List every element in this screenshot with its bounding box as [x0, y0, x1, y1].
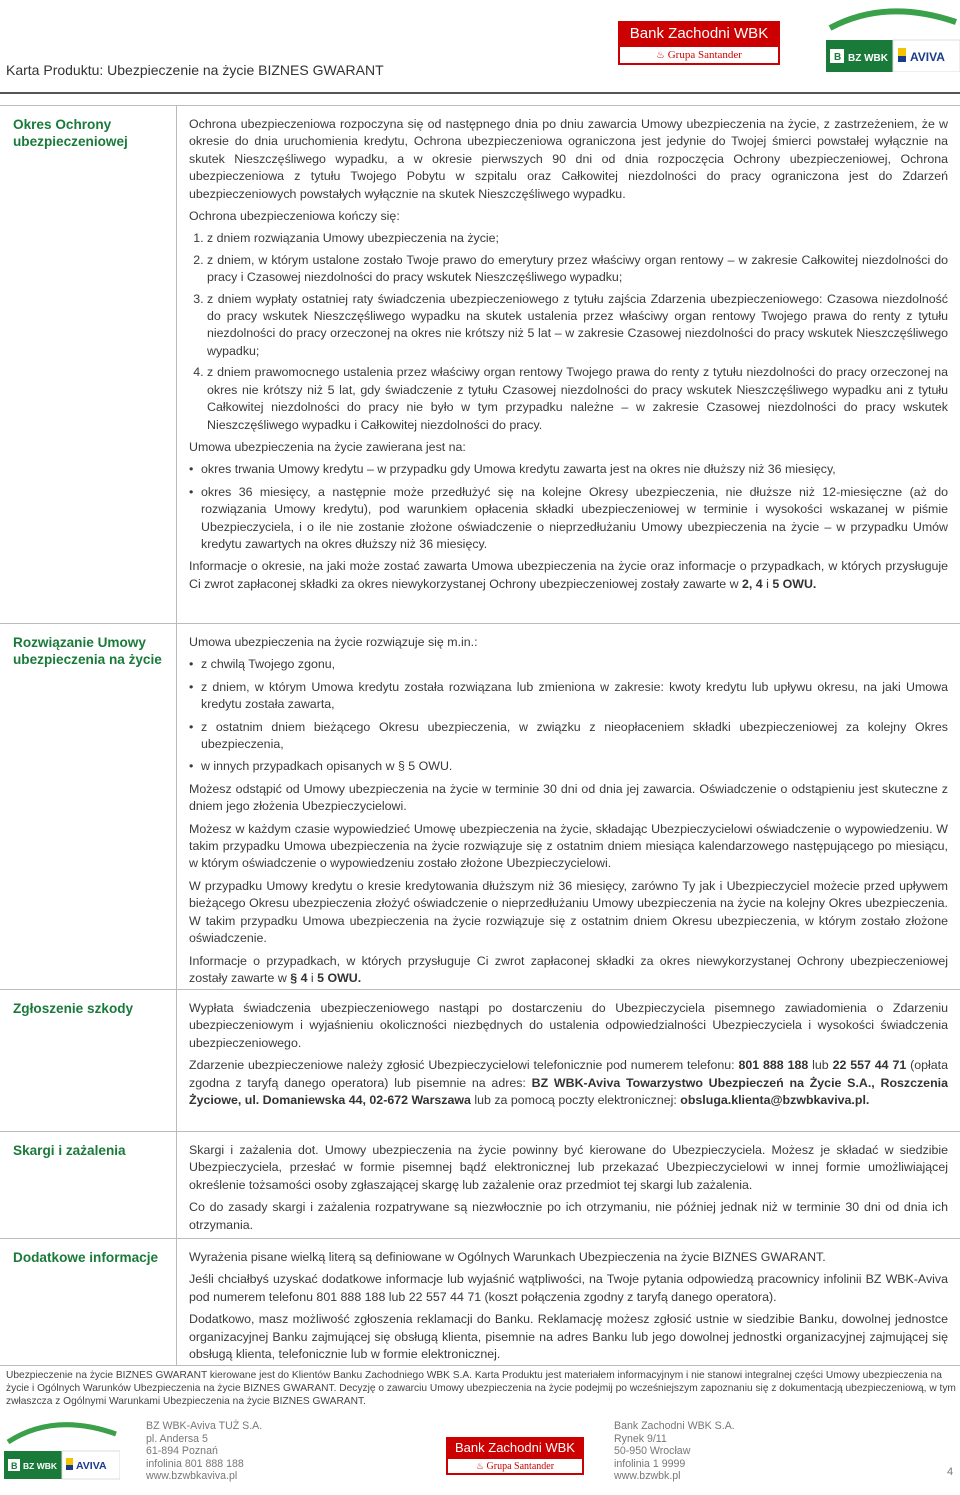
paragraph: Co do zasady skargi i zażalenia rozpatrywane są niezwłocznie po ich otrzymaniu, nie później jednak niż w terminie 30 dni od dnia ich otrzymania.: [189, 1200, 948, 1232]
paragraph: Dodatkowo, masz możliwość zgłoszenia reklamacji do Banku. Reklamację możesz zgłosić ustnie w siedzibie Banku, dowolnej jednostce organizacyjnej Banku zajmującej się obsługą klienta, pisemnie na adres Banku lub jego dowolnej jednostki organizacyjnej zajmującej się obsługą klienta, telefonicznie lub w formie elektronicznej.: [189, 1312, 948, 1362]
owu-reference: 5 OWU.: [317, 970, 362, 985]
bank-website-link[interactable]: www.bzwbk.pl: [614, 1470, 681, 1483]
section-coverage-period: [0, 105, 960, 624]
paragraph: Możesz w każdym czasie wypowiedzieć Umowę ubezpieczenia na życie, składając Ubezpieczycielowi oświadczenie o wypowiedzeniu. W takim przypadku Umowa ubezpieczenia na życie rozwiązuje się z ostatnim dniem miesiąca kalendarzowego następującego po miesiącu, w którym oświadczenie o wypowiedzeniu zostało złożone Ubezpieczycielowi.: [189, 821, 948, 871]
bank-logo-name: Bank Zachodni WBK: [618, 21, 780, 47]
numbered-list: [189, 230, 948, 433]
header-rule: [0, 92, 960, 94]
paragraph: Ochrona ubezpieczeniowa rozpoczyna się od następnego dnia po dniu zawarcia Umowy ubezpieczenia na życie, z zastrzeżeniem, że w okresie do dnia uruchomienia kredytu, Ochrona ubezpieczeniowa ograniczona jest jedynie do Twojej śmierci powstałej wyłącznie na skutek Nieszczęśliwego wypadku, a w okresie pierwszych 90 dni od dnia rozpoczęcia Ochrony ubezpieczeniowej, Ochrona ubezpieczeniowa z tytułu Twojego Pobytu w szpitalu oraz Całkowitej niezdolności do pracy ograniczona jest do Zdarzeń ubezpieczeniowych powstałych wyłącznie na skutek Nieszczęśliwego wypadku.: [189, 117, 948, 201]
section-body: [176, 1239, 960, 1365]
bank-logo-group: Grupa Santander: [667, 49, 742, 61]
paragraph: Wyrażenia pisane wielką literą są definiowane w Ogólnych Warunkach Ubezpieczenia na życie BIZNES GWARANT.: [189, 1250, 826, 1264]
paragraph: Umowa ubezpieczenia na życie zawierana jest na:: [189, 439, 466, 454]
section-label: Zgłoszenie szkody: [13, 1001, 134, 1016]
logo-swoosh: [830, 11, 956, 28]
claims-phone: 801 888 188: [738, 1058, 809, 1073]
paragraph: Jeśli chciałbyś uzyskać dodatkowe informacje lub wyjaśnić wątpliwości, na Twoje pytania odpowiedzą pracownicy infolinii BZ WBK-Aviva pod numerem telefonu 801 888 188 lub 22 557 44 71 (koszt połączenia zgodny z taryfą danego operatora).: [189, 1272, 948, 1304]
section-label: Dodatkowe informacje: [13, 1250, 159, 1265]
logo-bzwbk-text: BZ WBK: [848, 53, 888, 64]
section-label: Skargi i zażalenia: [13, 1143, 126, 1158]
list-item: • w innych przypadkach opisanych w § 5 OWU.: [189, 758, 948, 775]
list-item: • z dniem, w którym Umowa kredytu została rozwiązana lub zmieniona w zakresie: kwoty kredytu lub upływu okresu, na jaki Umowa kredytu została zawarta,: [189, 679, 948, 714]
bullet-list: [189, 461, 948, 553]
product-info-table: [0, 105, 960, 1366]
section-label: Rozwiązanie Umowy ubezpieczenia na życie: [13, 635, 162, 667]
list-item: • okres 36 miesięcy, a następnie może przedłużyć się na kolejne Okresy ubezpieczenia, nie dłuższe niż 12-miesięczne (aż do rozwiązania Umowy kredytu), pod warunkiem opłacenia składki ubezpieczeniowej w terminie i wysokości wskazanej w piśmie Ubezpieczyciela, i o ile nie zostanie złożone oświadczenie o nieprzedłużaniu Umowy ubezpieczenia na życie – w przypadku Umów kredytu zawartych na okres dłuższy niż 36 miesięcy.: [189, 484, 948, 554]
paragraph: Informacje o okresie, na jaki może zostać zawarta Umowa ubezpieczenia na życie oraz informacje o przypadkach, w których przysługuje Ci zwrot zapłaconej składki za okres niewykorzystanej Ochrony ubezpieczeniowej zostały zawarte w 2, 4 i 5 OWU.: [189, 559, 948, 591]
paragraph: Możesz odstąpić od Umowy ubezpieczenia na życie w terminie 30 dni od dnia jej zawarcia. Oświadczenie o odstąpieniu jest skuteczne z dniem jego złożenia Ubezpieczycielowi.: [189, 781, 948, 814]
paragraph: Zdarzenie ubezpieczeniowe należy zgłosić Ubezpieczycielowi telefonicznie pod numerem telefonu: 801 888 188 lub 22 557 44 71 (opłata zgodna z taryfą danego operatora) lub pisemnie na adres: BZ WBK-Aviva Towarzystwo Ubezpieczeń na Życie S.A., Roszczenia Życiowe, ul. Domaniewska 44, 02-672 Warszawa lub za pomocą poczty elektronicznej: obsluga.klienta@bzwbkaviva.pl.: [189, 1058, 949, 1108]
claims-email-link[interactable]: obsluga.klienta@bzwbkaviva.pl.: [680, 1093, 870, 1108]
section-body: [176, 106, 960, 623]
paragraph: Ochrona ubezpieczeniowa kończy się:: [189, 209, 400, 224]
owu-reference: § 4: [290, 970, 308, 985]
paragraph: Informacje o przypadkach, w których przysługuje Ci zwrot zapłaconej składki za okres niewykorzystanej Ochrony ubezpieczeniowej zostały zawarte w § 4 i 5 OWU.: [189, 953, 948, 985]
list-item: 1. z dniem rozwiązania Umowy ubezpieczenia na życie;: [207, 230, 948, 247]
paragraph: W przypadku Umowy kredytu o kresie kredytowania dłuższym niż 36 miesięcy, zarówno Ty jak i Ubezpieczyciel możecie przed upływem bieżącego Okresu ubezpieczenia złożyć oświadczenie o nieprzedłużaniu Umowy ubezpieczenia na życie na kolejny Okres ubezpieczenia. W takim przypadku Umowa ubezpieczenia na życie rozwiązuje się z ostatnim dniem Okresu ubezpieczenia, w którym zostało złożone oświadczenie.: [189, 878, 948, 946]
paragraph: Umowa ubezpieczenia na życie rozwiązuje się m.in.:: [189, 635, 478, 649]
section-body: [176, 624, 960, 989]
logo-aviva-text: AVIVA: [76, 1460, 107, 1472]
claims-address: BZ WBK-Aviva Towarzystwo Ubezpieczeń na Życie S.A., Roszczenia Życiowe, ul. Domaniewska 44, 02-672 Warszawa: [189, 1075, 948, 1108]
paragraph: Skargi i zażalenia dot. Umowy ubezpieczenia na życie powinny być kierowane do Ubezpieczyciela. Możesz je składać w siedzibie Ubezpieczyciela, przesłać w formie pisemnej bądź elektronicznej lub przekazać Ubezpieczycielowi w innej formie umożliwiającej określenie tożsamości osoby zgłaszającej skargę lub zażalenie oraz przedmiot tej skargi lub zażalenia.: [189, 1143, 948, 1192]
paragraph: Wypłata świadczenia ubezpieczeniowego nastąpi po dostarczeniu do Ubezpieczyciela pisemnego zawiadomienia o Zdarzeniu ubezpieczeniowym i wyjaśnieniu okoliczności niezbędnych do ustalenia odpowiedzialności Ubezpieczyciela i wysokości świadczenia ubezpieczeniowego.: [189, 1001, 948, 1050]
section-body: [176, 1132, 960, 1238]
bank-address: Bank Zachodni WBK S.A. Rynek 9/11 50-950 Wrocław infolinia 1 9999 www.bzwbk.pl: [614, 1420, 735, 1483]
list-item: • okres trwania Umowy kredytu – w przypadku gdy Umowa kredytu zawarta jest na okres nie dłuższy niż 36 miesięcy,: [189, 461, 948, 478]
section-additional-info: [0, 1239, 960, 1366]
santander-flame-icon: ♨: [656, 50, 665, 61]
aviva-mark-icon: [66, 1458, 73, 1465]
footer-disclaimer: Ubezpieczenie na życie BIZNES GWARANT kierowane jest do Klientów Banku Zachodniego WBK S.A. Karta Produktu jest materiałem informacyjnym i nie stanowi integralnej części Umowy ubezpieczenia na życie i Ogólnych Warunków Ubezpieczenia na życie BIZNES GWARANT. Decyzję o zawarciu Umowy ubezpieczenia na życie podejmij po wcześniejszym zapoznaniu się z dokumentacją ubezpieczeniową, w tym zwłaszcza z Ogólnymi Warunkami Ubezpieczenia na życie BIZNES GWARANT.: [6, 1370, 956, 1407]
logo-aviva-text: AVIVA: [910, 50, 945, 64]
insurer-website-link[interactable]: www.bzwbkaviva.pl: [146, 1470, 238, 1483]
list-item: • z chwilą Twojego zgonu,: [189, 656, 948, 673]
footer-bank-logo: Bank Zachodni WBK ♨ Grupa Santander: [446, 1437, 584, 1475]
list-item: 3. z dniem wypłaty ostatniej raty świadczenia ubezpieczeniowego z tytułu zajścia Zdarzenia ubezpieczeniowego: Czasowa niezdolność do pracy wskutek Nieszczęśliwego wypadku na skutek ustalenia przez właściwy organ rentowy Twojego prawa do renty z tytułu niezdolności do pracy orzeczonej na okres nie krótszy niż 5 lat – w zakresie Czasowej niezdolności do pracy wskutek Nieszczęśliwego wypadku;: [207, 291, 948, 361]
section-label: Okres Ochrony ubezpieczeniowej: [13, 117, 128, 149]
santander-flame-icon: ♨: [475, 1461, 485, 1471]
section-termination: [0, 624, 960, 990]
bullet-list: [189, 656, 948, 775]
owu-reference: 5 OWU.: [772, 576, 817, 591]
owu-reference: 2, 4: [742, 576, 763, 591]
list-item: • z ostatnim dniem bieżącego Okresu ubezpieczenia, w związku z nieopłaceniem składki ubezpieczeniowej za kolejny Okres ubezpieczenia,: [189, 719, 948, 754]
list-item: 4. z dniem prawomocnego ustalenia przez właściwy organ rentowy Twojego prawa do renty z tytułu niezdolności do pracy orzeczonej na okres nie krótszy niż 5 lat, gdy świadczenie z tytułu Czasowej niezdolności do pracy wskutek Nieszczęśliwego wypadku ani z tytułu Całkowitej niezdolności do pracy nie było w tym przypadku należne – w zakresie Czasowej niezdolności do pracy wskutek Nieszczęśliwego wypadku i Całkowitej niezdolności do pracy.: [207, 364, 948, 434]
footer-bzwbk-aviva-logo: [4, 1418, 120, 1480]
svg-text:B: B: [11, 1461, 18, 1471]
bzwbk-aviva-logo: [826, 6, 960, 72]
page-number: 4: [947, 1466, 954, 1478]
list-item: 2. z dniem, w którym ustalone zostało Twoje prawo do emerytury przez właściwy organ rentowy – w zakresie Całkowitej niezdolności do pracy i Czasowej niezdolności do pracy wskutek Nieszczęśliwego wypadku;: [207, 252, 948, 287]
bank-logo: [618, 21, 780, 65]
section-body: [176, 990, 960, 1131]
insurer-address: BZ WBK-Aviva TUŻ S.A. pl. Andersa 5 61-894 Poznań infolinia 801 888 188 www.bzwbkaviva.pl: [146, 1420, 263, 1483]
aviva-mark-icon: [898, 48, 906, 56]
document-title: Karta Produktu: Ubezpieczenie na życie BIZNES GWARANT: [6, 62, 384, 78]
section-claims: [0, 990, 960, 1132]
svg-text:B: B: [834, 52, 842, 63]
logo-bzwbk-text: BZ WBK: [23, 1461, 57, 1471]
claims-phone: 22 557 44 71: [832, 1058, 907, 1073]
section-complaints: [0, 1132, 960, 1239]
